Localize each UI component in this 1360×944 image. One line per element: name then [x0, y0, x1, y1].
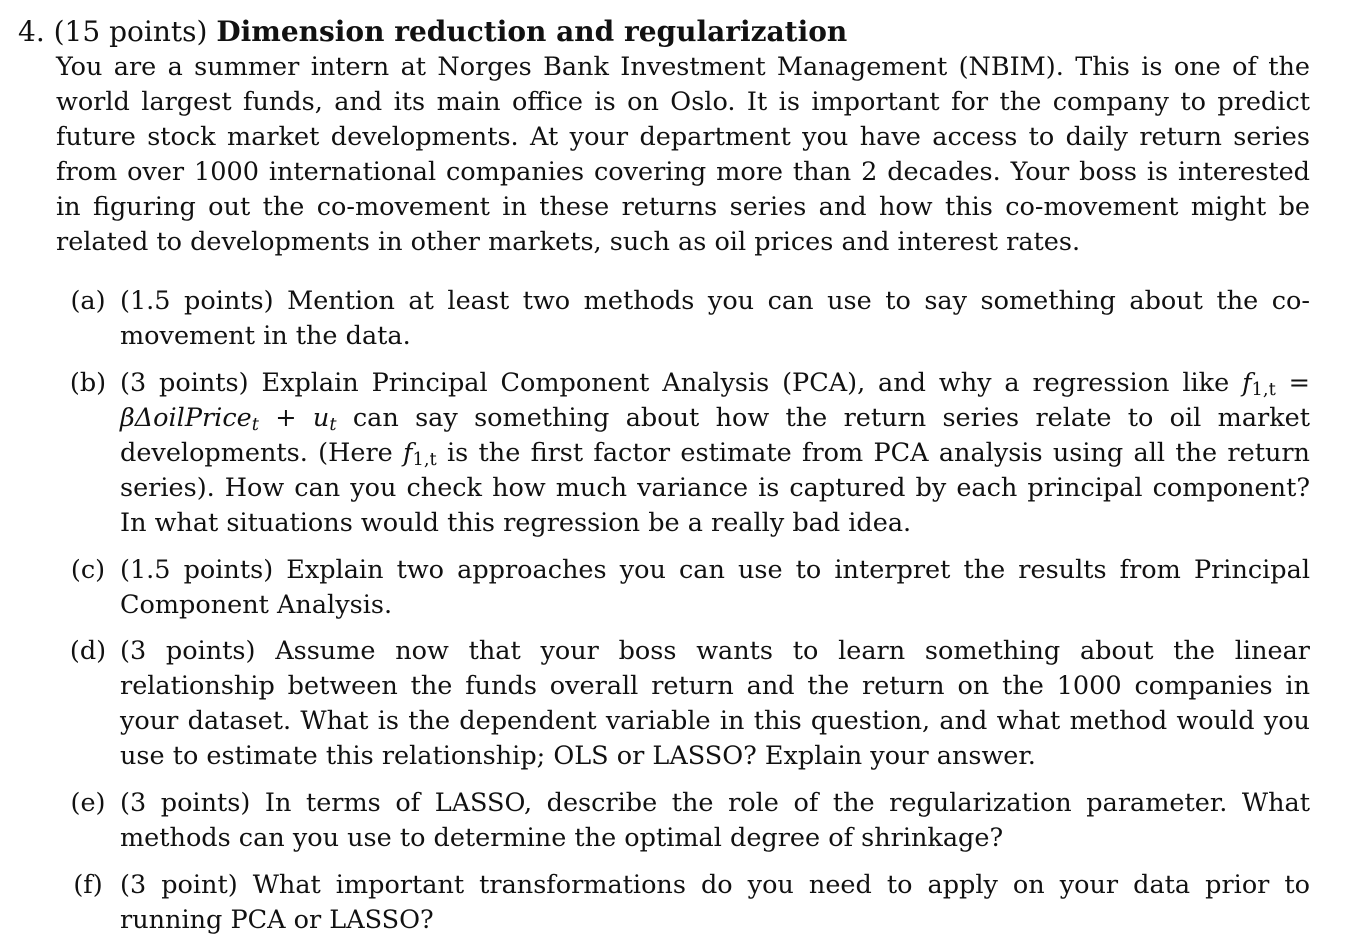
part-b-label: (b)	[69, 368, 107, 398]
part-d-text: (3 points) Assume now that your boss wants to learn something about the linear relationship between the funds overall return and the return on the 1000 companies in your dataset. What is the dependent variable in this question, and what method would you use to estimate this relationship; OLS or LASSO? Explain your answer.	[120, 636, 1310, 771]
part-e	[56, 786, 1310, 856]
beta-delta: βΔ	[120, 403, 154, 433]
part-d	[56, 634, 1310, 774]
error-subscript: t	[329, 414, 337, 435]
part-b-text-2: can say something about how the return series relate to oil market developments. (Here	[120, 403, 1311, 468]
part-e-text: (3 points) In terms of LASSO, describe the role of the regularization parameter. What methods can you use to determine the optimal degree of shrinkage?	[120, 788, 1310, 853]
oil-price-var: oilPrice	[153, 403, 252, 433]
factor-symbol: f	[1242, 368, 1252, 398]
part-f	[56, 868, 1310, 938]
part-f-label: (f)	[73, 870, 103, 900]
part-f-text: (3 point) What important transformations do you need to apply on your data prior to running PCA or LASSO?	[120, 870, 1310, 935]
question-title: Dimension reduction and regularization	[216, 15, 848, 48]
time-subscript: t	[251, 414, 259, 435]
question-number: 4.	[18, 15, 45, 48]
part-d-label: (d)	[69, 636, 107, 666]
part-a-text: (1.5 points) Mention at least two methods you can use to say something about the co-movement in the data.	[120, 286, 1310, 351]
part-e-label: (e)	[70, 788, 106, 818]
part-b-text	[120, 366, 1310, 541]
question-points: (15 points)	[53, 15, 208, 48]
part-b-text-3: is the first factor estimate from PCA analysis using all the return series). How can you check how much variance is captured by each principal component? In what situations would this regression be a really bad idea.	[120, 438, 1310, 538]
question-heading	[18, 14, 847, 50]
part-a	[56, 284, 1310, 354]
part-c-text: (1.5 points) Explain two approaches you can use to interpret the results from Principal Component Analysis.	[120, 555, 1310, 620]
part-a-label: (a)	[70, 286, 106, 316]
part-c-label: (c)	[70, 555, 106, 585]
factor-subscript: 1,t	[1251, 379, 1276, 400]
part-b	[56, 366, 1310, 541]
factor-subscript-2: 1,t	[412, 449, 437, 470]
part-c	[56, 553, 1310, 623]
error-symbol: u	[312, 403, 330, 433]
equals-sign: =	[1288, 368, 1310, 398]
plus-sign: +	[275, 403, 297, 433]
question-intro: You are a summer intern at Norges Bank Investment Management (NBIM). This is one of the world largest funds, and its main office is on Oslo. It is important for the company to predict future stock market developments. At your department you have access to daily return series from over 1000 international companies covering more than 2 decades. Your boss is interested in figuring out the co-movement in these returns series and how this co-movement might be related to developments in other markets, such as oil prices and interest rates.	[56, 52, 1310, 257]
part-b-text-1: (3 points) Explain Principal Component Analysis (PCA), and why a regression like	[120, 368, 1230, 398]
factor-symbol-2: f	[403, 438, 413, 468]
